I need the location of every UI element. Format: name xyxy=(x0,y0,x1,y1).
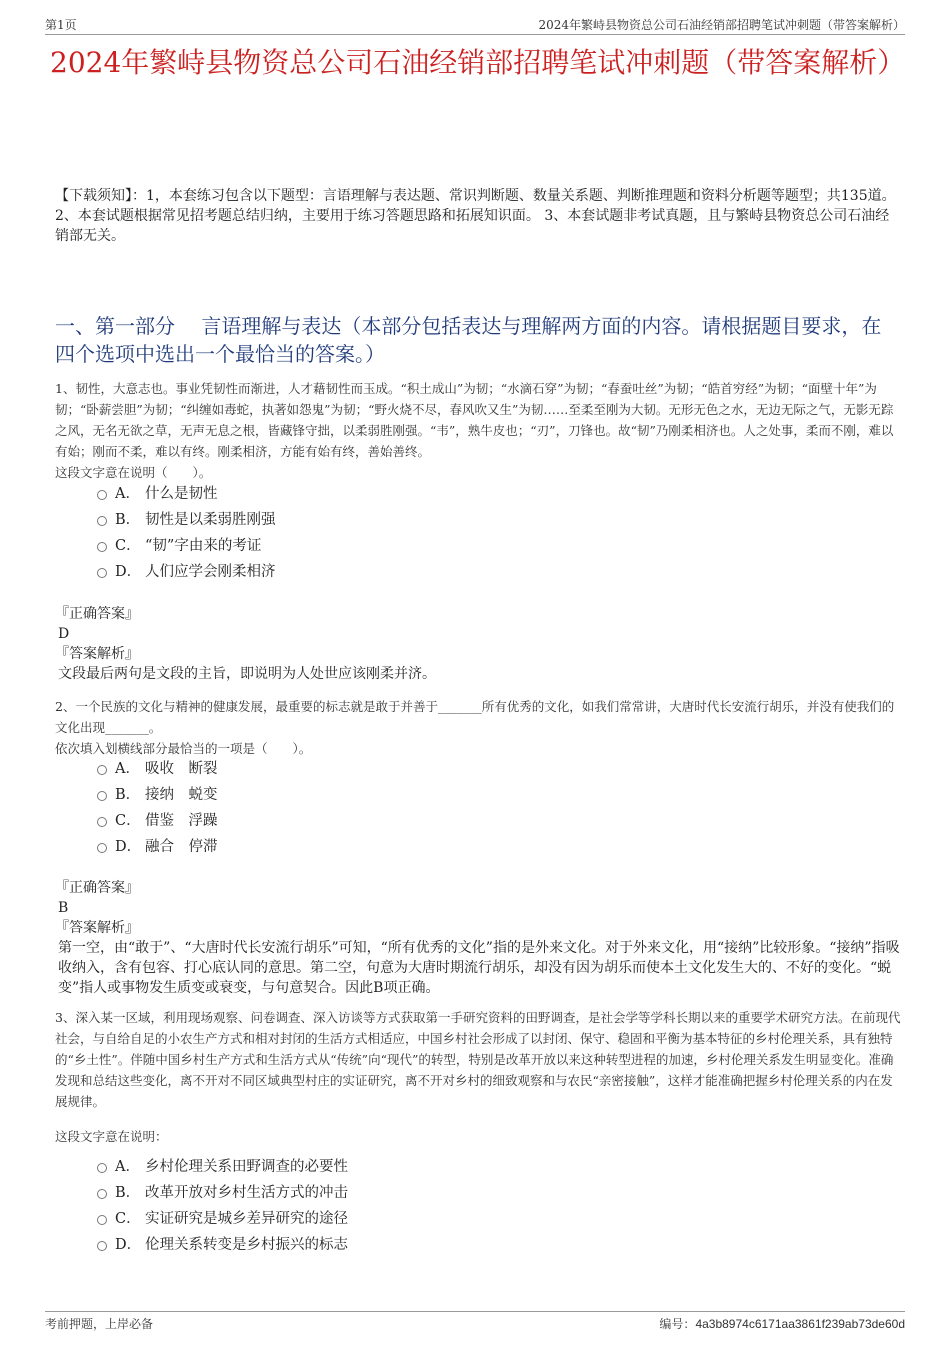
option-a[interactable]: A． 乡村伦理关系田野调查的必要性 xyxy=(97,1156,348,1178)
radio-icon[interactable] xyxy=(97,1215,107,1225)
radio-icon[interactable] xyxy=(97,516,107,526)
option-d[interactable]: D． 融合 停滞 xyxy=(97,836,218,858)
footer-slogan: 考前押题，上岸必备 xyxy=(45,1317,154,1331)
option-b[interactable]: B． 韧性是以柔弱胜刚强 xyxy=(97,509,276,531)
question-3 xyxy=(55,1007,905,1147)
radio-icon[interactable] xyxy=(97,765,107,775)
radio-icon[interactable] xyxy=(97,1189,107,1199)
section-heading: 一、第一部分 言语理解与表达（本部分包括表达与理解两方面的内容。请根据题目要求，在四个选项中选出一个最恰当的答案。） xyxy=(55,314,882,366)
answer-label: 『正确答案』 xyxy=(55,880,139,896)
option-d[interactable]: D． 人们应学会刚柔相济 xyxy=(97,561,276,583)
radio-icon[interactable] xyxy=(97,1163,107,1173)
option-b[interactable]: B． 接纳 蜕变 xyxy=(97,784,218,806)
option-b[interactable]: B． 改革开放对乡村生活方式的冲击 xyxy=(97,1182,348,1204)
answer-block-2 xyxy=(55,878,905,998)
analysis-label: 『答案解析』 xyxy=(55,920,139,936)
question-stem: 3、深入某一区域，利用现场观察、问卷调查、深入访谈等方式获取第一手研究资料的田野调查，是社会学等学科长期以来的重要学术研究方法。在前现代社会，与自给自足的小农生产方式和相对封闭的生活方式相适应，中国乡村社会形成了以封闭、保守、稳固和平衡为基本特征的乡村伦理关系，具有独特的“乡土性”。伴随中国乡村生产方式和生活方式从“传统”向“现代”的转型，特别是改革开放以来这种转型进程的加速，乡村伦理关系发生明显变化。准确发现和总结这些变化，离不开对不同区域典型村庄的实证研究，离不开对乡村的细致观察和与农民“亲密接触”，这样才能准确把握乡村伦理关系的内在发展规律。 xyxy=(55,1010,901,1109)
code-value: 4a3b8974c6171aa3861f239ab73de60d xyxy=(695,1317,905,1331)
question-stem: 2、一个民族的文化与精神的健康发展，最重要的标志就是敢于并善于_______所有优秀的文化，如我们常常讲，大唐时代长安流行胡乐，并没有使我们的文化出现_______。 xyxy=(55,699,895,735)
code-label: 编号： xyxy=(659,1317,696,1331)
analysis-label: 『答案解析』 xyxy=(55,646,139,662)
correct-answer: B xyxy=(58,900,69,916)
question-stem: 1、韧性，大意志也。事业凭韧性而渐进，人才藉韧性而玉成。“积土成山”为韧；“水滴石穿”为韧；“春蚕吐丝”为韧；“皓首穷经”为韧；“面壁十年”为韧；“卧薪尝胆”为韧；“纠缠如毒蛇，执著如怨鬼”为韧；“野火烧不尽，春风吹又生”为韧……至柔至刚为大韧。无形无色之水，无边无际之气，无影无踪之风，无名无欲之草，无声无息之根，皆藏锋守拙，以柔弱胜刚强。“韦”，熟牛皮也；“刃”，刀锋也。故“韧”乃刚柔相济也。人之处事，柔而不刚，难以有始；刚而不柔，难以有终。刚柔相济，方能有始有终，善始善终。 xyxy=(55,381,894,459)
option-d[interactable]: D． 伦理关系转变是乡村振兴的标志 xyxy=(97,1234,348,1256)
radio-icon[interactable] xyxy=(97,542,107,552)
correct-answer: D xyxy=(58,626,70,642)
question-prompt: 这段文字意在说明（ ）。 xyxy=(55,465,212,480)
option-a[interactable]: A． 吸收 断裂 xyxy=(97,758,218,780)
option-c[interactable]: C． 实证研究是城乡差异研究的途径 xyxy=(97,1208,348,1230)
page-footer xyxy=(45,1311,905,1332)
option-a[interactable]: A． 什么是韧性 xyxy=(97,483,218,505)
question-prompt: 依次填入划横线部分最恰当的一项是（ ）。 xyxy=(55,741,312,756)
analysis-text: 第一空，由“敢于”、“大唐时代长安流行胡乐”可知，“所有优秀的文化”指的是外来文化。对于外来文化，用“接纳”比较形象。“接纳”指吸收纳入，含有包容、打心底认同的意思。第二空，句意为大唐时期流行胡乐，却没有因为胡乐而使本土文化发生大的、不好的变化。“蜕变”指人或事物发生质变或衰变，与句意契合。因此B项正确。 xyxy=(58,940,900,996)
analysis-text: 文段最后两句是文段的主旨，即说明为人处世应该刚柔并济。 xyxy=(58,666,436,682)
answer-block-1 xyxy=(55,604,905,684)
footer-code xyxy=(659,1315,905,1332)
document-title: 2024年繁峙县物资总公司石油经销部招聘笔试冲刺题（带答案解析） xyxy=(50,46,906,79)
radio-icon[interactable] xyxy=(97,1241,107,1251)
download-notice: 【下载须知】：1，本套练习包含以下题型：言语理解与表达题、常识判断题、数量关系题、判断推理题和资料分析题等题型；共135道。 2、本套试题根据常见招考题总结归纳，主要用于练习答题思路和拓展知识面。 3、本套试题非考试真题，且与繁峙县物资总公司石油经销部无关。 xyxy=(55,188,896,244)
header-doc-title: 2024年繁峙县物资总公司石油经销部招聘笔试冲刺题（带答案解析） xyxy=(538,18,905,32)
question-1 xyxy=(55,378,905,483)
radio-icon[interactable] xyxy=(97,843,107,853)
radio-icon[interactable] xyxy=(97,817,107,827)
radio-icon[interactable] xyxy=(97,568,107,578)
option-c[interactable]: C． 借鉴 浮躁 xyxy=(97,810,218,832)
answer-label: 『正确答案』 xyxy=(55,606,139,622)
question-prompt: 这段文字意在说明： xyxy=(55,1129,168,1144)
option-c[interactable]: C． “韧”字由来的考证 xyxy=(97,535,261,557)
radio-icon[interactable] xyxy=(97,490,107,500)
page-number: 第1页 xyxy=(45,18,77,32)
question-2 xyxy=(55,696,905,759)
page-header xyxy=(45,14,905,35)
radio-icon[interactable] xyxy=(97,791,107,801)
